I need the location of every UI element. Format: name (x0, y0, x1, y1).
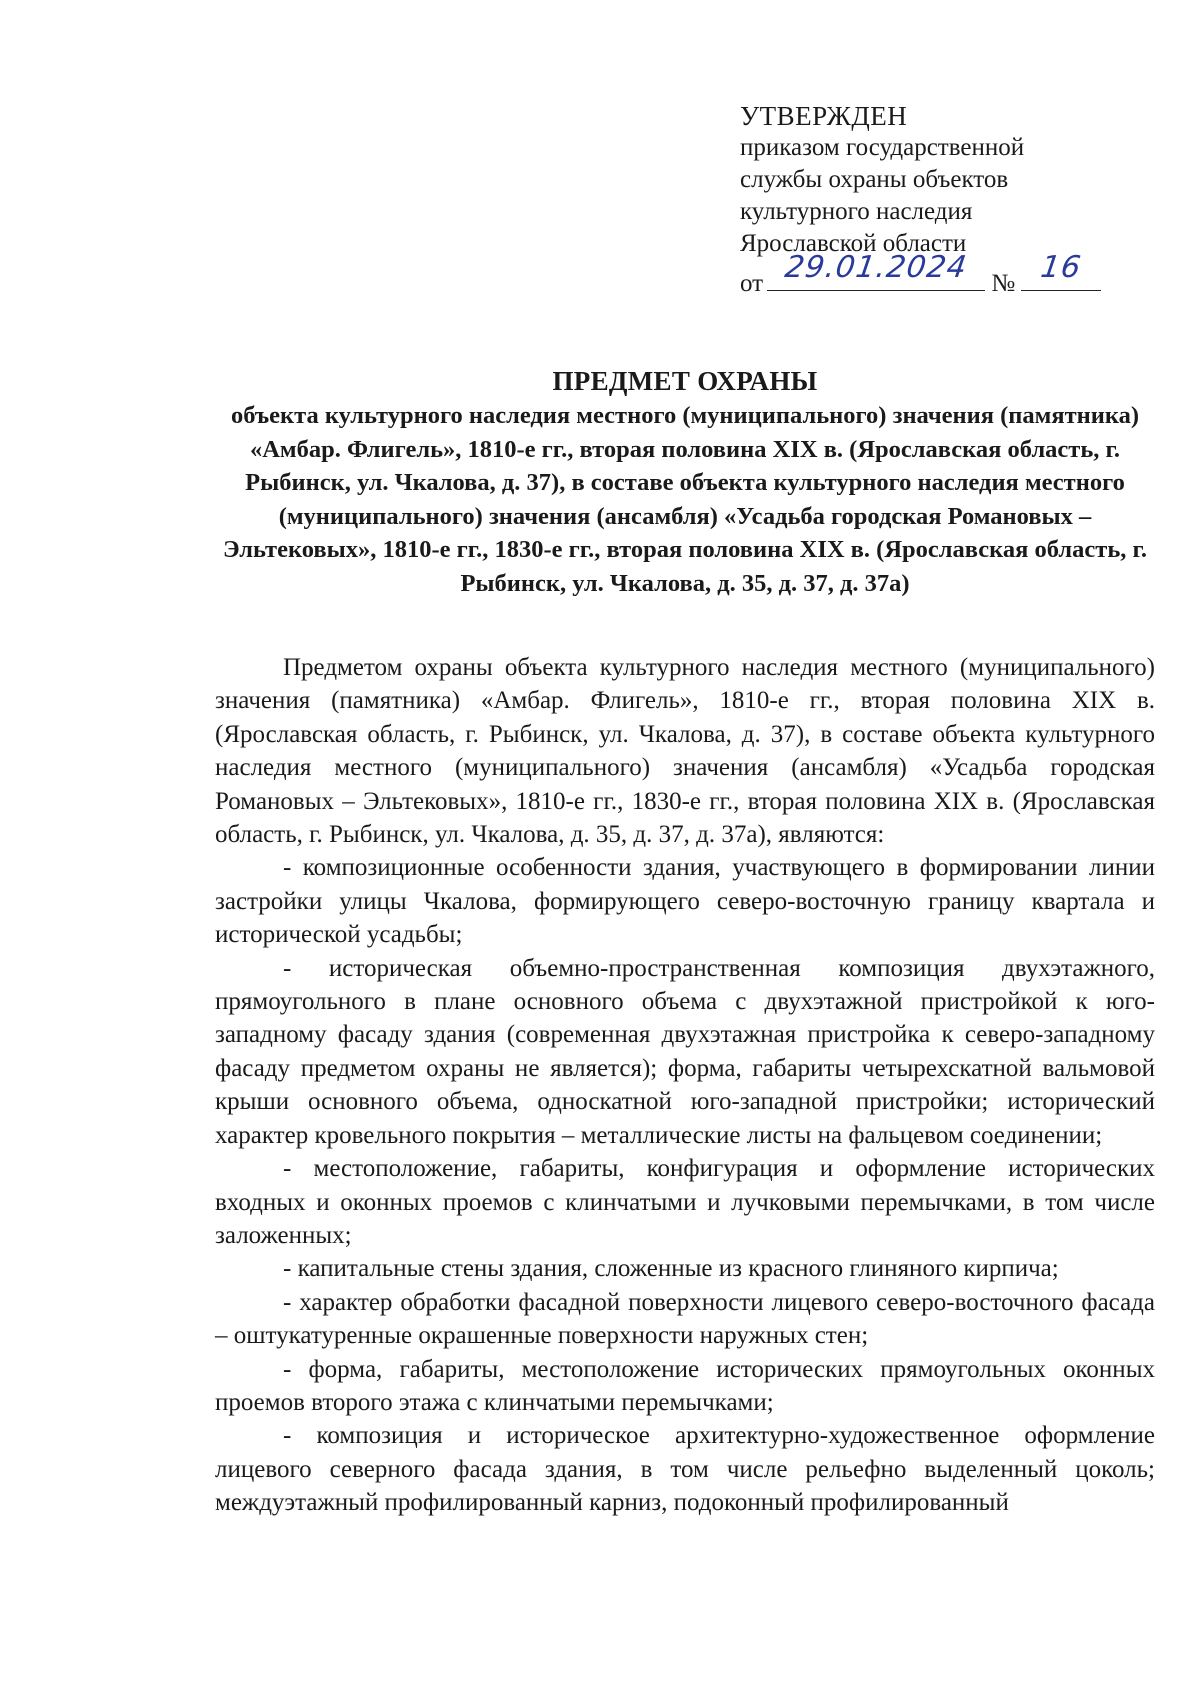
handwritten-date: 29.01.2024 (782, 250, 970, 285)
number-prefix: № (991, 270, 1016, 297)
date-field (767, 250, 985, 291)
approval-line: Ярославской области (740, 230, 967, 257)
document-heading (215, 363, 1155, 600)
body-paragraph: Предметом охраны объекта культурного наследия местного (муниципального) значения (памятника) «Амбар. Флигель», 1810-е гг., вторая половина XIX в. (Ярославская область, г. Рыбинск, ул. Чкалова, д. 37), в составе объекта культурного наследия местного (муниципального) значения (ансамбля) «Усадьба городская Романовых – Эльтековых», 1810-е гг., 1830-е гг., вторая половина XIX в. (Ярославская область, г. Рыбинск, ул. Чкалова, д. 35, д. 37, д. 37а), являются: (215, 654, 1155, 849)
body-paragraph: - композиционные особенности здания, участвующего в формировании линии застройки улицы Чкалова, формирующего северо-восточную границу квартала и исторической усадьбы; (215, 854, 1155, 949)
document-title: ПРЕДМЕТ ОХРАНЫ (552, 366, 818, 396)
body-paragraph: - характер обработки фасадной поверхности лицевого северо-восточного фасада – оштукатуренные окрашенные поверхности наружных стен; (215, 1288, 1155, 1350)
approval-date-line (740, 250, 1140, 297)
approval-title: УТВЕРЖДЕН (740, 101, 908, 131)
body-paragraph: - историческая объемно-пространственная композиция двухэтажного, прямоугольного в плане основного объема с двухэтажной пристройкой к юго-западному фасаду здания (современная двухэтажная пристройка к северо-западному фасаду предметом охраны не является); форма, габариты четырехскатной вальмовой крыши основного объема, односкатной юго-западной пристройки; исторический характер кровельного покрытия – металлические листы на фальцевом соединении; (215, 954, 1155, 1149)
body-paragraph: - местоположение, габариты, конфигурация и оформление исторических входных и оконных проемов с клинчатыми и лучковыми перемычками, в том числе заложенных; (215, 1155, 1155, 1249)
approval-line: приказом государственной (740, 134, 1025, 161)
body-paragraph: - композиция и историческое архитектурно-художественное оформление лицевого северного фасада здания, в том числе рельефно выделенный цоколь; междуэтажный профилированный карниз, подоконный профилированный (215, 1422, 1155, 1517)
date-prefix: от (740, 270, 764, 297)
number-field (1021, 250, 1101, 291)
document-body (215, 651, 1155, 1520)
body-paragraph: - форма, габариты, местоположение исторических прямоугольных оконных проемов второго этажа с клинчатыми перемычками; (215, 1355, 1155, 1416)
handwritten-number: 16 (1038, 250, 1084, 285)
approval-line: культурного наследия (740, 198, 973, 225)
approval-block (740, 100, 1140, 296)
document-subtitle: объекта культурного наследия местного (муниципального) значения (памятника) «Амбар. Флигель», 1810-е гг., вторая половина XIX в. (Ярославская область, г. Рыбинск, ул. Чкалова, д. 37), в составе объекта культурного наследия местного (муниципального) значения (ансамбля) «Усадьба городская Романовых – Эльтековых», 1810-е гг., 1830-е гг., вторая половина XIX в. (Ярославская область, г. Рыбинск, ул. Чкалова, д. 35, д. 37, д. 37а) (222, 402, 1148, 597)
body-paragraph: - капитальные стены здания, сложенные из красного глиняного кирпича; (283, 1255, 1059, 1283)
approval-line: службы охраны объектов (740, 166, 1009, 193)
